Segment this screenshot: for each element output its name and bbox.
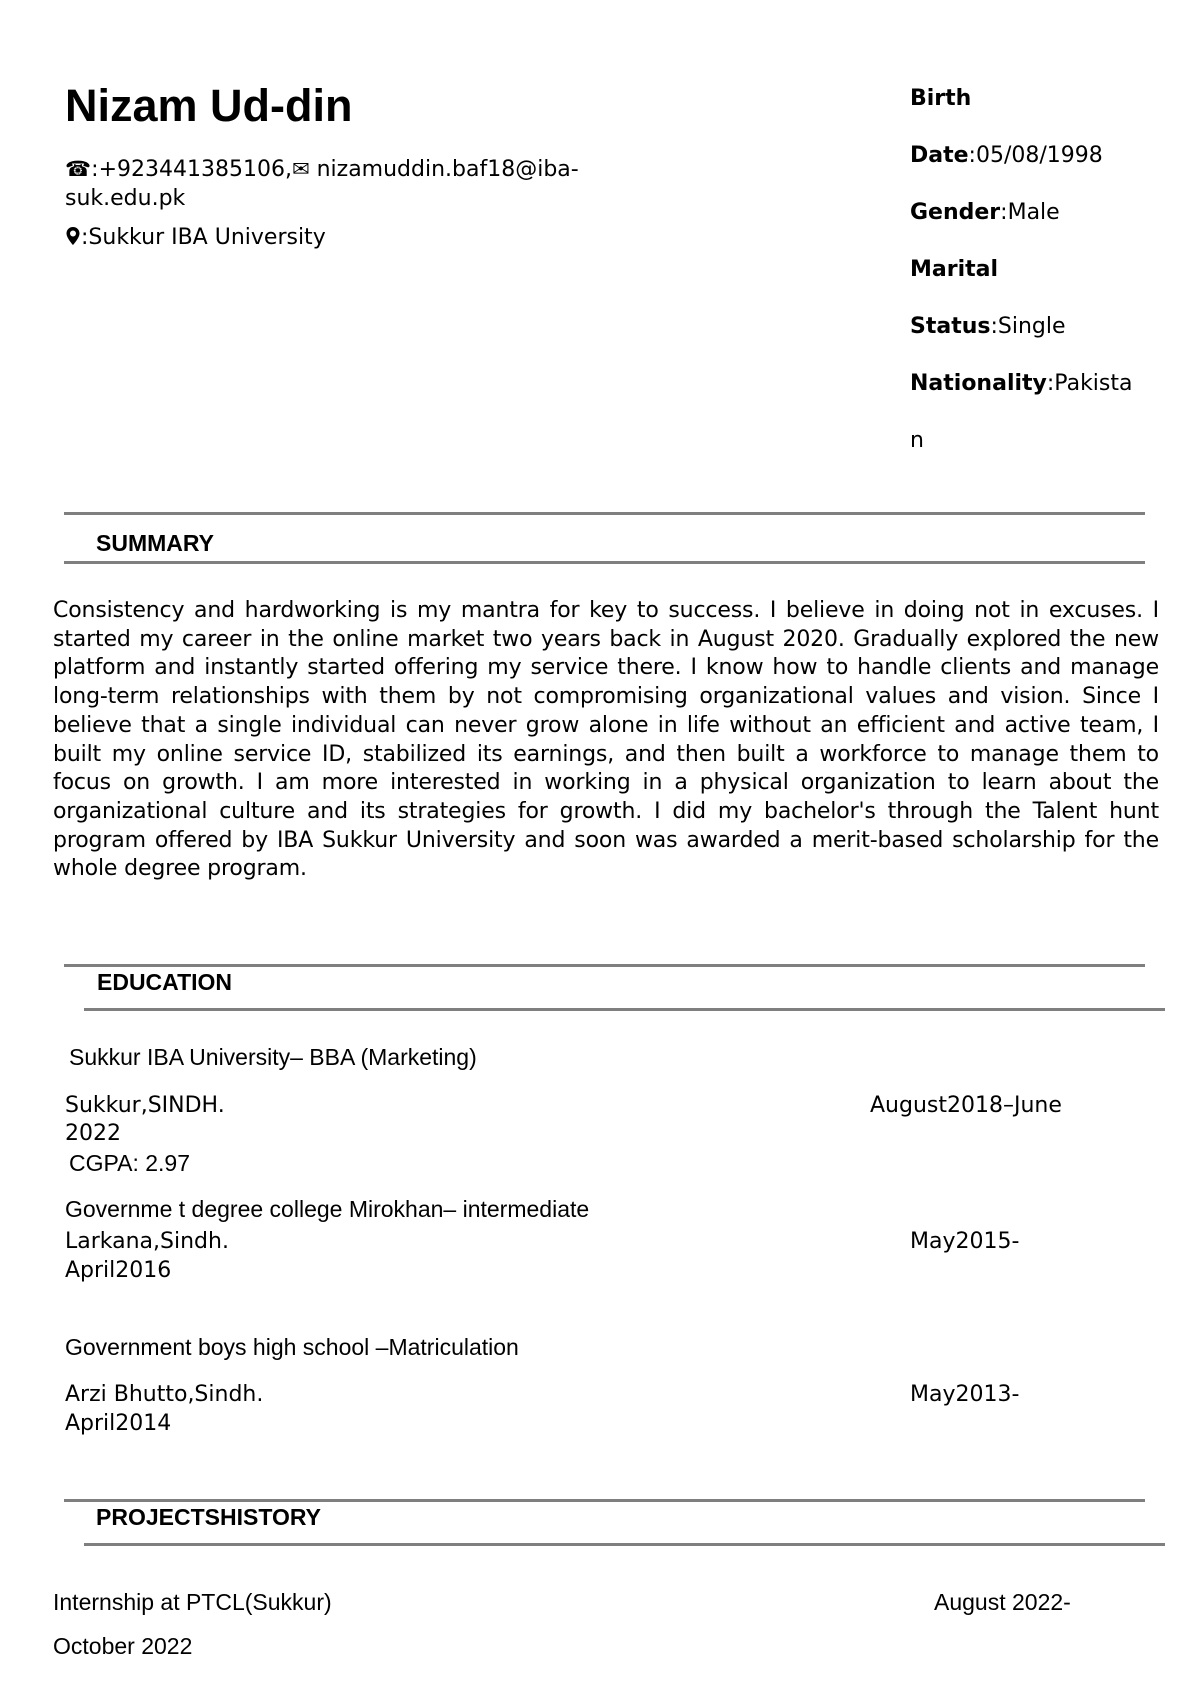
- education-dates-3: May2013-: [910, 1382, 1020, 1407]
- email-icon: ✉: [291, 157, 310, 181]
- education-top-rule: [64, 964, 1145, 967]
- project-title-1: Internship at PTCL(Sukkur): [53, 1589, 332, 1615]
- education-dates-2-wrap: April2016: [65, 1258, 172, 1283]
- projects-top-rule: [64, 1499, 1145, 1502]
- candidate-name: Nizam Ud-din: [65, 80, 353, 131]
- nationality-line: Nationality:Pakista: [910, 371, 1133, 396]
- education-bottom-rule: [84, 1008, 1165, 1011]
- education-dates-3-wrap: April2014: [65, 1411, 172, 1436]
- education-dates-1: August2018–June: [870, 1093, 1062, 1118]
- education-dates-1-wrap: 2022: [65, 1121, 121, 1146]
- summary-top-rule: [64, 512, 1145, 515]
- nationality-line-wrap: n: [910, 428, 924, 453]
- projects-heading: PROJECTSHISTORY: [96, 1504, 321, 1530]
- education-cgpa: CGPA: 2.97: [69, 1150, 191, 1176]
- phone-icon: ☎: [65, 157, 92, 181]
- birth-label-line1: Birth: [910, 86, 972, 111]
- email-address[interactable]: nizamuddin.baf18@iba-suk.edu.pk: [65, 157, 579, 211]
- education-place-1: Sukkur,SINDH.: [65, 1093, 225, 1118]
- education-dates-2: May2015-: [910, 1229, 1020, 1254]
- education-title-3: Government boys high school –Matriculation: [65, 1334, 519, 1360]
- education-title-1: Sukkur IBA University– BBA (Marketing): [69, 1044, 477, 1070]
- contact-line: [65, 155, 665, 213]
- gender-line: Gender:Male: [910, 200, 1060, 225]
- summary-bottom-rule: [64, 561, 1145, 564]
- summary-heading: SUMMARY: [96, 530, 214, 556]
- marital-label-line1: Marital: [910, 257, 999, 282]
- location-text: :Sukkur IBA University: [81, 225, 326, 250]
- projects-bottom-rule: [84, 1543, 1165, 1546]
- project-dates-1-wrap: October 2022: [53, 1633, 193, 1659]
- marital-status-line: Status:Single: [910, 314, 1066, 339]
- education-heading: EDUCATION: [97, 969, 233, 995]
- project-dates-1: August 2022-: [934, 1589, 1071, 1615]
- location-line: [65, 223, 326, 252]
- birth-date-line: Date:05/08/1998: [910, 143, 1103, 168]
- education-place-2: Larkana,Sindh.: [65, 1229, 229, 1254]
- education-place-3: Arzi Bhutto,Sindh.: [65, 1382, 264, 1407]
- summary-paragraph: Consistency and hardworking is my mantra for key to success. I believe in doing not in excuses. I started my career in the online market two years back in August 2020. Gradually explored the new platform and instantly started offering my service there. I know how to handle clients and manage long-term relationships with them by not compromising organizational values and vision. Since I believe that a single individual can never grow alone in life without an efficient and active team, I built my online service ID, stabilized its earnings, and then built a workforce to manage them to focus on growth. I am more interested in working in a physical organization to learn about the organizational culture and its strategies for growth. I did my bachelor's through the Talent hunt program offered by IBA Sukkur University and soon was awarded a merit-based scholarship for the whole degree program.: [53, 598, 1159, 882]
- education-title-2: Governme t degree college Mirokhan– intermediate: [65, 1196, 590, 1222]
- phone-number: :+923441385106,: [91, 157, 292, 182]
- map-pin-icon: [65, 226, 81, 246]
